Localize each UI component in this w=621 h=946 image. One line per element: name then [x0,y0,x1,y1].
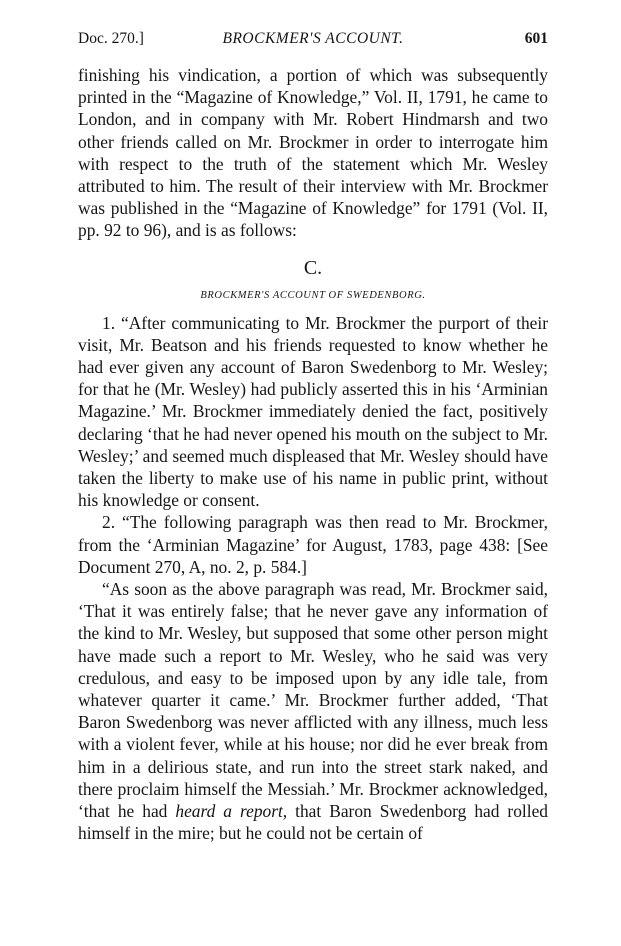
paragraph-3-italic: heard a report, [175,801,288,822]
page-number: 601 [524,30,548,47]
doc-reference: Doc. 270.] [78,30,144,47]
section-title: BROCKMER'S ACCOUNT OF SWEDENBORG. [200,289,426,301]
paragraph-2: 2. “The following paragraph was then read to Mr. Brockmer, from the ‘Arminian Magazine’ for August, 1783, page 438: [See Document 270, A, no. 2, p. 584.] [78,512,548,577]
paragraph-3-text-b: that Baron Swedenborg had rolled himself in the mire; but he could not be certain of [78,801,548,844]
running-header [78,30,548,52]
paragraph-3-text-a: “As soon as the above paragraph was read, Mr. Brockmer said, ‘That it was entirely false; that he never gave any information of the kind to Mr. Wesley, but supposed that some other person might have made such a report to Mr. Wesley, who he said was very credulous, and easy to be imposed upon by any idle tale, from whatever quarter it came.’ Mr. Brockmer further added, ‘That Baron Swedenborg was never afflicted with any illness, much less with a violent fever, while at his house; nor did he ever break from him in a delirious state, and run into the street stark naked, and there proclaim himself the Messiah.’ Mr. Brockmer acknowledged, ‘that he had [78,579,548,822]
section-letter: C. [303,256,323,279]
paragraph-1: 1. “After communicating to Mr. Brockmer the purport of their visit, Mr. Beatson and his friends requested to know whether he had ever given any account of Baron Swedenborg to Mr. Wesley; for that he (Mr. Wesley) had publicly asserted this in his ‘Arminian Magazine.’ Mr. Brockmer immediately denied the fact, positively declaring ‘that he had never opened his mouth on the subject to Mr. Wesley;’ and seemed much displeased that Mr. Wesley should have taken the liberty to make use of his name in public print, without his knowledge or consent. [78,312,548,511]
running-title: BROCKMER'S ACCOUNT. [222,30,404,47]
paragraph-3 [78,578,548,844]
paragraph-intro: finishing his vindication, a portion of which was subsequently printed in the “Magazine of Knowledge,” Vol. II, 1791, he came to London, and in company with Mr. Robert Hindmarsh and two other friends called on Mr. Brockmer in order to interrogate him with respect to the truth of the statement which Mr. Wesley attributed to him. The result of their interview with Mr. Brockmer was published in the “Magazine of Knowledge” for 1791 (Vol. II, pp. 92 to 96), and is as follows: [78,65,548,241]
page-body [78,64,548,845]
